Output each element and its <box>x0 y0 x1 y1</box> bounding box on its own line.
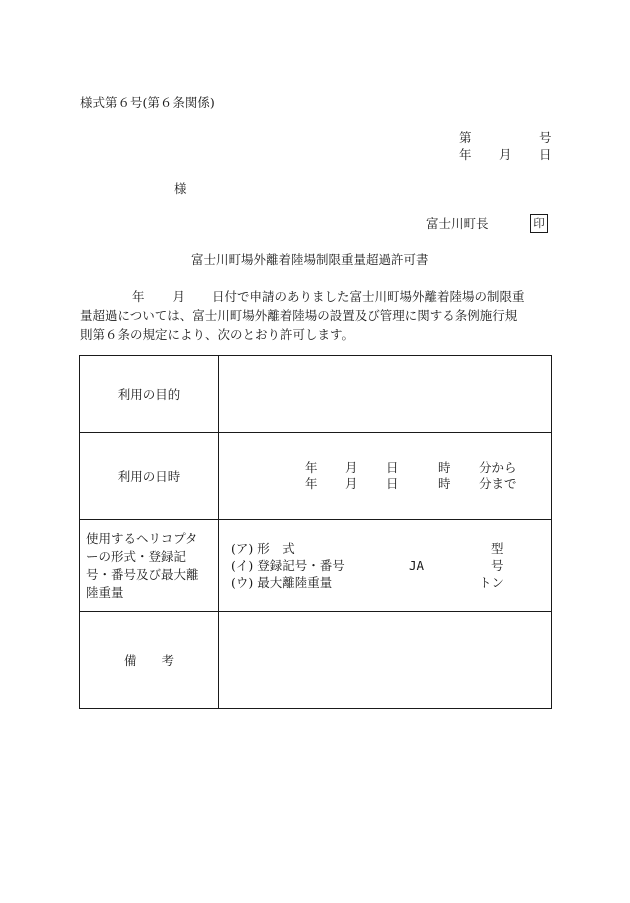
until-day: 日 <box>386 476 399 491</box>
from-year: 年 <box>305 460 318 475</box>
until-year: 年 <box>305 476 318 491</box>
helicopter-type-unit: 型 <box>491 541 504 556</box>
body-line-1 <box>80 287 552 306</box>
issuer-name: 富士川町長 <box>426 216 489 231</box>
datetime-until-line <box>219 474 551 494</box>
helicopter-weight-label: (ウ) 最大離陸重量 <box>231 575 333 590</box>
helicopter-type-label: (ア) 形 式 <box>231 541 295 556</box>
helicopter-registration-unit: 号 <box>491 558 504 573</box>
date-day: 日 <box>539 147 552 162</box>
datetime-row <box>80 433 552 520</box>
body-month: 月 <box>172 289 186 304</box>
until-hour: 時 <box>438 476 451 491</box>
until-minute: 分まで <box>479 476 517 491</box>
body-text <box>80 287 552 344</box>
from-month: 月 <box>345 460 358 475</box>
purpose-value <box>219 356 552 433</box>
date-month: 月 <box>499 147 512 162</box>
helicopter-label-line: 陸重量 <box>86 584 124 600</box>
helicopter-registration-label: (イ) 登録記号・番号 <box>231 558 345 573</box>
body-line-3: 則第６条の規定により、次のとおり許可します。 <box>80 327 355 342</box>
helicopter-value <box>219 520 552 612</box>
helicopter-registration-line <box>219 557 551 574</box>
document-number-prefix: 第 <box>459 130 472 145</box>
purpose-row <box>80 356 552 433</box>
remarks-row <box>80 612 552 709</box>
document-number-suffix: 号 <box>539 130 552 145</box>
helicopter-type-line <box>219 540 551 557</box>
helicopter-weight-line <box>219 574 551 591</box>
datetime-value <box>219 433 552 520</box>
remarks-value <box>219 612 552 709</box>
remarks-label: 備 考 <box>80 612 219 709</box>
helicopter-label-line: 号・番号及び最大離 <box>86 566 199 582</box>
addressee-honorific: 様 <box>174 181 187 196</box>
helicopter-row <box>80 520 552 612</box>
from-hour: 時 <box>438 460 451 475</box>
body-line-2: 量超過については、富士川町場外離着陸場の設置及び管理に関する条例施行規 <box>80 308 518 323</box>
helicopter-label-line: 使用するヘリコプタ <box>86 530 198 546</box>
purpose-label: 利用の目的 <box>80 356 219 433</box>
permit-details-table <box>79 355 552 709</box>
document-title: 富士川町場外離着陸場制限重量超過許可書 <box>191 252 429 267</box>
body-line-1-rest: 日付で申請のありました富士川町場外離着陸場の制限重 <box>212 289 525 304</box>
helicopter-weight-unit: トン <box>479 575 505 590</box>
helicopter-label-line: ーの形式・登録記 <box>86 548 187 564</box>
helicopter-label <box>80 520 219 612</box>
seal-mark: 印 <box>530 214 548 233</box>
helicopter-registration-prefix: JA <box>409 558 425 573</box>
from-day: 日 <box>386 460 399 475</box>
until-month: 月 <box>345 476 358 491</box>
form-number: 様式第６号(第６条関係) <box>80 95 215 110</box>
date-year: 年 <box>459 147 472 162</box>
body-year: 年 <box>132 289 145 304</box>
datetime-label: 利用の日時 <box>80 433 219 520</box>
from-minute: 分から <box>479 460 517 475</box>
